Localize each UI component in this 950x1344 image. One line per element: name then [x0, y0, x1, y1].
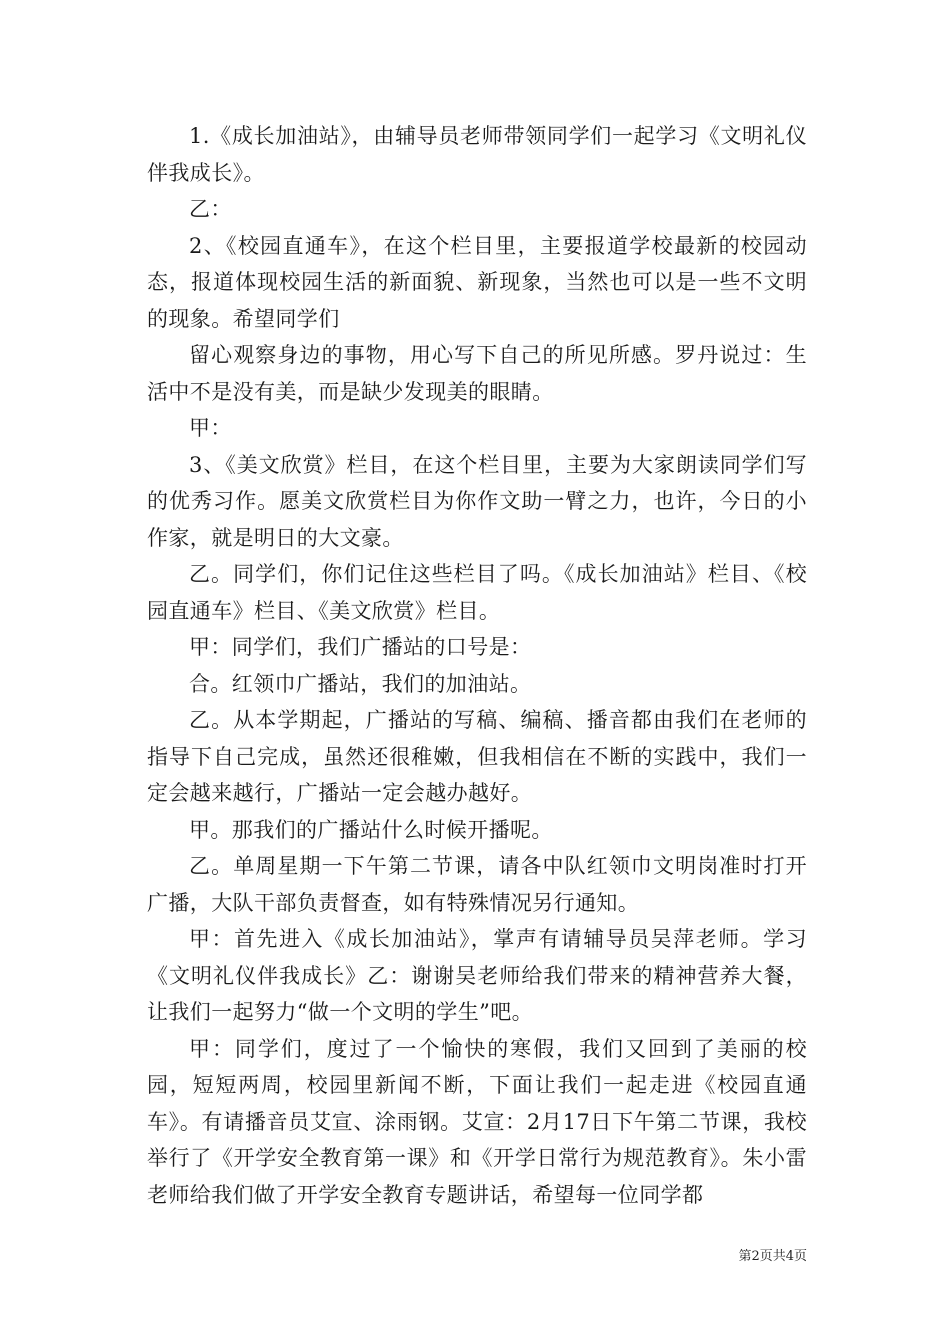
paragraph: 甲：同学们，度过了一个愉快的寒假，我们又回到了美丽的校园，短短两周，校园里新闻不断，下面让我们一起走进《校园直通车》。有请播音员艾宣、涂雨钢。艾宣：2月17日下午第二节课，我校举行了《开学安全教育第一课》和《开学日常行为规范教育》。朱小雷老师给我们做了开学安全教育专题讲话，希望每一位同学都 — [147, 1036, 807, 1207]
document-body — [147, 118, 807, 1213]
paragraph: 甲：同学们，我们广播站的口号是： — [189, 635, 532, 659]
paragraph: 甲：首先进入《成长加油站》，掌声有请辅导员吴萍老师。学习《文明礼仪伴我成长》乙：谢谢吴老师给我们带来的精神营养大餐，让我们一起努力“做一个文明的学生”吧。 — [147, 927, 807, 1024]
paragraph: 1.《成长加油站》，由辅导员老师带领同学们一起学习《文明礼仪伴我成长》。 — [147, 124, 807, 185]
paragraph: 乙。从本学期起，广播站的写稿、编稿、播音都由我们在老师的指导下自己完成，虽然还很稚嫩，但我相信在不断的实践中，我们一定会越来越行，广播站一定会越办越好。 — [147, 708, 807, 805]
page-number: 第2页共4页 — [738, 1249, 807, 1264]
paragraph: 乙。单周星期一下午第二节课，请各中队红领巾文明岗准时打开广播，大队干部负责督查，如有特殊情况另行通知。 — [147, 854, 807, 915]
paragraph: 2、《校园直通车》，在这个栏目里，主要报道学校最新的校园动态，报道体现校园生活的新面貌、新现象，当然也可以是一些不文明的现象。希望同学们 — [147, 233, 807, 331]
paragraph: 甲： — [189, 416, 232, 440]
paragraph: 甲。那我们的广播站什么时候开播呢。 — [189, 817, 553, 842]
paragraph: 3、《美文欣赏》栏目，在这个栏目里，主要为大家朗读同学们写的优秀习作。愿美文欣赏栏目为你作文助一臂之力，也许，今日的小作家，就是明日的大文豪。 — [147, 452, 807, 550]
paragraph: 留心观察身边的事物，用心写下自己的所见所感。罗丹说过：生活中不是没有美，而是缺少发现美的眼睛。 — [147, 343, 807, 404]
paragraph: 合。红领巾广播站，我们的加油站。 — [189, 671, 532, 696]
paragraph: 乙。同学们，你们记住这些栏目了吗。《成长加油站》栏目、《校园直通车》栏目、《美文欣赏》栏目。 — [147, 562, 807, 623]
paragraph: 乙： — [189, 197, 232, 221]
